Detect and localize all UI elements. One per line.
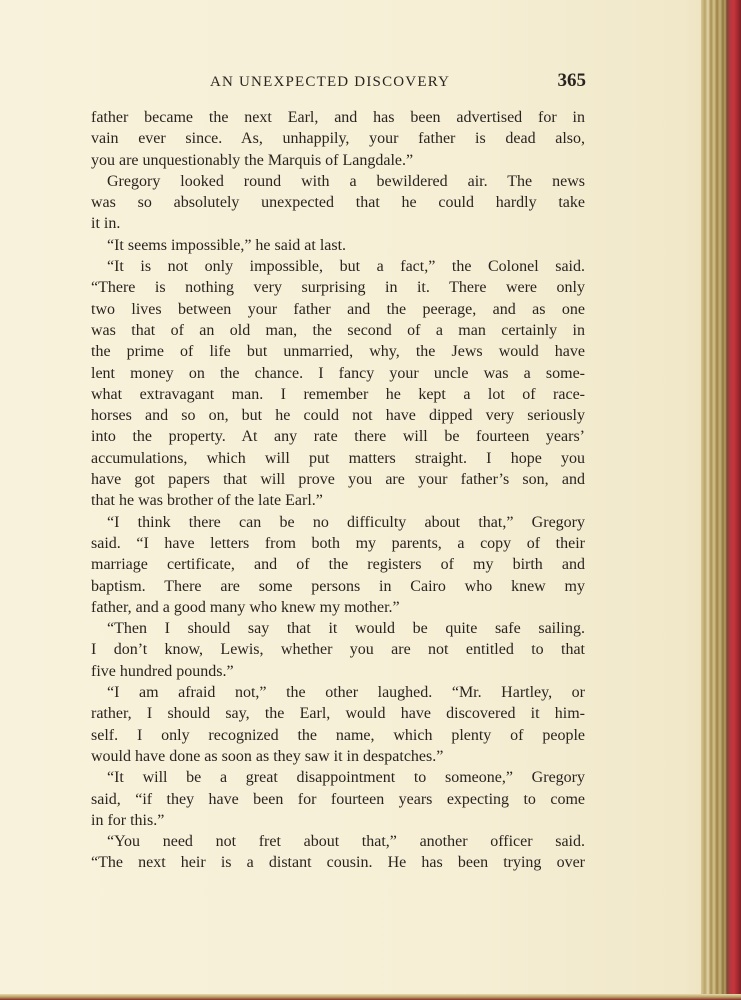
text-line: “I think there can be no difficulty about that,” Gregory <box>107 513 585 531</box>
text-line: was so absolutely unexpected that he could hardly take <box>91 194 585 212</box>
text-line: accumulations, which will put matters straight. I hope you <box>91 449 585 467</box>
text-line: in for this.” <box>91 811 165 829</box>
text-line: Gregory looked round with a bewildered air. The news <box>107 172 585 190</box>
text-line: horses and so on, but he could not have dipped very seriously <box>91 407 585 425</box>
running-head: AN UNEXPECTED DISCOVERY <box>210 74 451 90</box>
text-line: it in. <box>91 215 121 233</box>
text-line: what extravagant man. I remember he kept a lot of race- <box>91 385 585 403</box>
text-line: “It is not only impossible, but a fact,” the Colonel said. <box>107 258 585 276</box>
text-line: two lives between your father and the peerage, and as one <box>91 300 585 318</box>
text-line: marriage certificate, and of the registers of my birth and <box>91 556 585 574</box>
text-line: lent money on the chance. I fancy your uncle was a some- <box>91 364 585 382</box>
text-line: said. “I have letters from both my parents, a copy of their <box>91 534 585 552</box>
text-line: the prime of life but unmarried, why, the Jews would have <box>91 343 585 361</box>
text-line: “There is nothing very surprising in it. There were only <box>91 279 585 297</box>
text-line: father, and a good many who knew my mother.” <box>91 598 400 616</box>
text-line: self. I only recognized the name, which plenty of people <box>91 726 585 744</box>
body-text <box>91 107 585 874</box>
page-number: 365 <box>557 70 586 91</box>
text-line: “It will be a great disappointment to someone,” Gregory <box>107 769 585 787</box>
text-line: “The next heir is a distant cousin. He has been trying over <box>91 854 585 872</box>
text-line: you are unquestionably the Marquis of Langdale.” <box>91 151 414 169</box>
text-line: five hundred pounds.” <box>91 662 234 680</box>
text-line: vain ever since. As, unhappily, your father is dead also, <box>91 130 585 148</box>
text-line: into the property. At any rate there will be fourteen years’ <box>91 428 585 446</box>
text-line: have got papers that will prove you are your father’s son, and <box>91 471 585 489</box>
text-line: “It seems impossible,” he said at last. <box>107 236 347 254</box>
page-header <box>210 70 590 94</box>
text-line: I don’t know, Lewis, whether you are not entitled to that <box>91 641 585 659</box>
text-line: said, “if they have been for fourteen years expecting to come <box>91 790 585 808</box>
page-bottom-edge <box>0 994 741 1000</box>
text-line: father became the next Earl, and has been advertised for in <box>91 109 585 126</box>
text-line: would have done as soon as they saw it in despatches.” <box>91 747 444 765</box>
book-spine-edge <box>701 0 741 1000</box>
text-line: that he was brother of the late Earl.” <box>91 492 323 510</box>
text-line: “I am afraid not,” the other laughed. “Mr. Hartley, or <box>107 684 585 702</box>
text-line: rather, I should say, the Earl, would have discovered it him- <box>91 705 585 723</box>
text-line: baptism. There are some persons in Cairo who knew my <box>91 577 585 595</box>
text-line: was that of an old man, the second of a man certainly in <box>91 321 585 339</box>
text-line: “You need not fret about that,” another officer said. <box>107 833 585 851</box>
text-line: “Then I should say that it would be quite safe sailing. <box>107 620 585 638</box>
